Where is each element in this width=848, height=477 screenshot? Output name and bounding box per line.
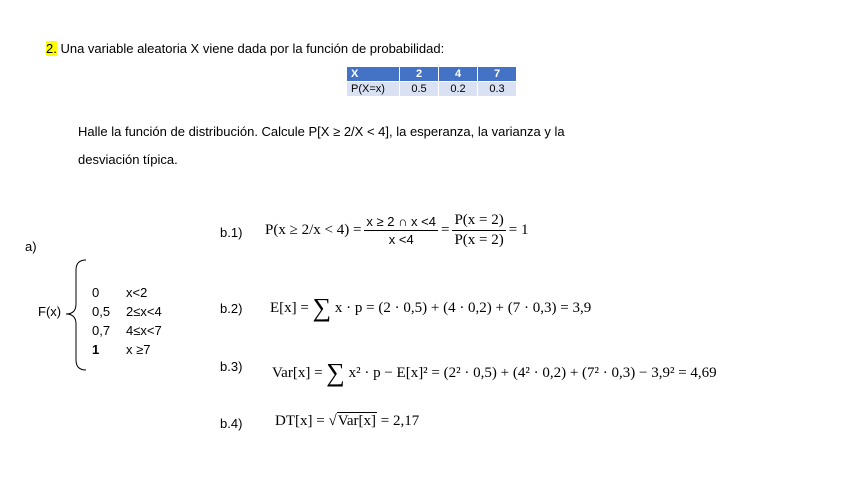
piecewise-condition: 2≤x<4 — [126, 304, 162, 319]
b3-formula — [272, 358, 717, 388]
problem-number: 2. — [46, 41, 57, 56]
b4-formula — [275, 413, 419, 430]
b1-fraction-probs — [452, 212, 505, 249]
b4-label: b.4) — [220, 416, 243, 431]
piecewise-condition: 4≤x<7 — [126, 323, 162, 338]
table-row — [347, 82, 517, 97]
b1-frac2-den: P(x = 2) — [454, 231, 504, 248]
problem-statement: Una variable aleatoria X viene dada por la función de probabilidad: — [60, 41, 445, 56]
b1-lhs: P(x ≥ 2/x < 4) = — [265, 221, 362, 238]
fx-label: F(x) — [38, 304, 62, 319]
b1-frac2-num: P(x = 2) — [452, 212, 505, 231]
b1-label: b.1) — [220, 225, 243, 240]
b1-frac1-den: x <4 — [388, 231, 414, 247]
b3-label: b.3) — [220, 359, 243, 374]
b1-equals: = — [441, 221, 450, 238]
sqrt-symbol: √ — [328, 413, 337, 429]
b1-formula — [265, 207, 528, 253]
probability-table — [346, 66, 517, 97]
piecewise-condition: x<2 — [126, 285, 148, 300]
b1-result: = 1 — [508, 221, 529, 238]
piecewise-brace — [62, 258, 88, 372]
b1-fraction-events — [364, 214, 438, 247]
b2-formula — [270, 293, 591, 323]
sum-symbol: ∑ — [326, 358, 345, 387]
sum-symbol: ∑ — [312, 293, 332, 322]
b3-lhs: Var[x] = — [272, 365, 323, 381]
piecewise-value: 0 — [92, 285, 100, 300]
piecewise-conditions — [126, 283, 162, 359]
table-cell: 0.5 — [400, 82, 439, 97]
piecewise-value: 0,5 — [92, 304, 111, 319]
piecewise-condition: x ≥7 — [126, 342, 151, 357]
table-cell: 0.2 — [439, 82, 478, 97]
b4-result: = 2,17 — [380, 413, 420, 429]
piecewise-values — [92, 283, 110, 359]
table-header-row — [347, 67, 517, 82]
table-header-cell: 4 — [439, 67, 478, 82]
instruction-line-2: desviación típica. — [78, 152, 178, 167]
table-header-cell: 2 — [400, 67, 439, 82]
b3-rhs: x² · p − E[x]² = (2² · 0,5) + (4² · 0,2) + (7² · 0,3) − 3,9² = 4,69 — [348, 365, 717, 381]
b1-frac1-num: x ≥ 2 ∩ x <4 — [366, 213, 436, 229]
problem-heading — [46, 41, 444, 56]
table-header-cell: X — [347, 67, 400, 82]
b4-lhs: DT[x] = — [275, 413, 325, 429]
b2-rhs: x · p = (2 · 0,5) + (4 · 0,2) + (7 · 0,3) = 3,9 — [334, 300, 592, 316]
piecewise-value: 1 — [92, 342, 100, 357]
b4-radicand: Var[x] — [337, 413, 377, 429]
table-header-cell: 7 — [478, 67, 517, 82]
table-cell: P(X=x) — [347, 82, 400, 97]
b2-label: b.2) — [220, 301, 243, 316]
table-cell: 0.3 — [478, 82, 517, 97]
b2-lhs: E[x] = — [270, 300, 309, 316]
piecewise-value: 0,7 — [92, 323, 111, 338]
part-a-label: a) — [25, 239, 37, 254]
instruction-line-1: Halle la función de distribución. Calcule P[X ≥ 2/X < 4], la esperanza, la varianza y la — [78, 124, 565, 139]
